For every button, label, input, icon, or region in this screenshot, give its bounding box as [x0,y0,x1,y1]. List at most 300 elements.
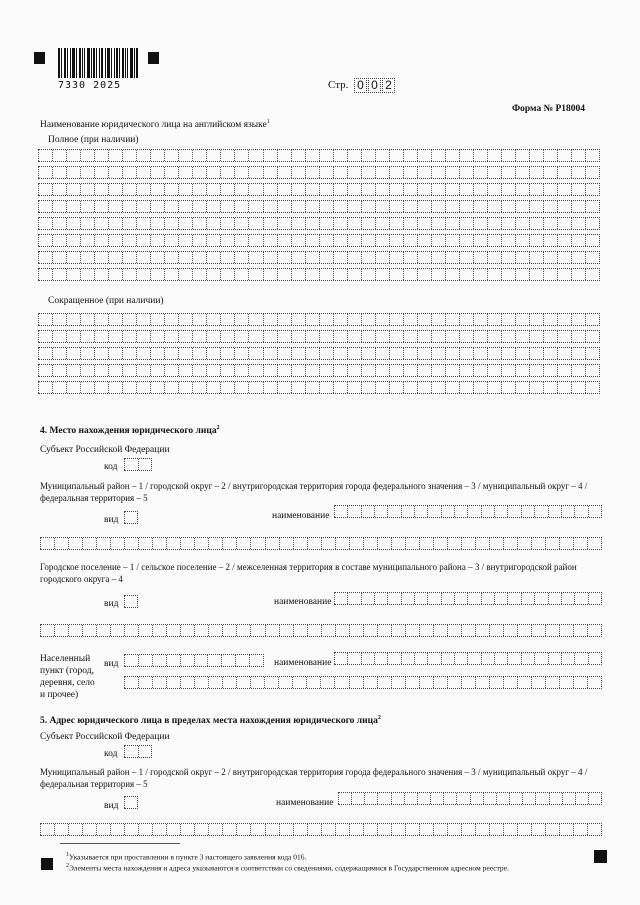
letter-cell[interactable] [291,218,305,229]
letter-cell[interactable] [509,793,522,804]
letter-cell[interactable] [571,167,585,178]
letter-cell[interactable] [487,167,501,178]
letter-cell[interactable] [349,677,363,688]
letter-cell[interactable] [573,677,587,688]
full-name-row[interactable] [38,251,600,264]
letter-cell[interactable] [431,252,445,263]
letter-cell[interactable] [419,538,433,549]
letter-cell[interactable] [68,824,82,835]
letter-cell[interactable] [122,252,136,263]
letter-cell[interactable] [557,201,571,212]
letter-cell[interactable] [391,824,405,835]
letter-cell[interactable] [335,538,349,549]
letter-cell[interactable] [543,201,557,212]
letter-cell[interactable] [108,269,122,280]
letter-cell[interactable] [94,218,108,229]
letter-cell[interactable] [375,348,389,359]
letter-cell[interactable] [178,167,192,178]
letter-cell[interactable] [361,365,375,376]
letter-cell[interactable] [152,824,166,835]
short-name-row[interactable] [38,381,600,394]
letter-cell[interactable] [319,167,333,178]
letter-cell[interactable] [347,365,361,376]
letter-cell[interactable] [38,150,52,161]
letter-cell[interactable] [150,314,164,325]
letter-cell[interactable] [220,348,234,359]
letter-cell[interactable] [291,314,305,325]
letter-cell[interactable] [178,201,192,212]
letter-cell[interactable] [361,218,375,229]
letter-cell[interactable] [459,150,473,161]
short-name-row[interactable] [38,313,600,326]
letter-cell[interactable] [293,538,307,549]
letter-cell[interactable] [305,269,319,280]
letter-cell[interactable] [503,625,517,636]
letter-cell[interactable] [585,201,599,212]
letter-cell[interactable] [515,269,529,280]
letter-cell[interactable] [248,365,262,376]
letter-cell[interactable] [587,824,601,835]
letter-cell[interactable] [150,348,164,359]
letter-cell[interactable] [291,269,305,280]
letter-cell[interactable] [515,314,529,325]
letter-cell[interactable] [166,655,180,666]
letter-cell[interactable] [192,252,206,263]
letter-cell[interactable] [377,793,390,804]
letter-cell[interactable] [459,269,473,280]
letter-cell[interactable] [531,824,545,835]
letter-cell[interactable] [503,677,517,688]
letter-cell[interactable] [347,382,361,393]
letter-cell[interactable] [529,235,543,246]
letter-cell[interactable] [481,653,494,664]
letter-cell[interactable] [152,625,166,636]
letter-cell[interactable] [473,218,487,229]
letter-cell[interactable] [571,365,585,376]
letter-cell[interactable] [588,506,601,517]
letter-cell[interactable] [333,365,347,376]
letter-cell[interactable] [164,314,178,325]
letter-cell[interactable] [192,382,206,393]
letter-cell[interactable] [124,677,138,688]
letter-cell[interactable] [250,677,264,688]
letter-cell[interactable] [234,348,248,359]
letter-cell[interactable] [305,201,319,212]
letter-cell[interactable] [277,184,291,195]
letter-cell[interactable] [361,348,375,359]
letter-cell[interactable] [487,201,501,212]
letter-cell[interactable] [347,593,360,604]
letter-cell[interactable] [559,538,573,549]
letter-cell[interactable] [573,824,587,835]
letter-cell[interactable] [291,348,305,359]
letter-cell[interactable] [487,348,501,359]
letter-cell[interactable] [447,677,461,688]
letter-cell[interactable] [220,150,234,161]
letter-cell[interactable] [54,625,68,636]
letter-cell[interactable] [347,201,361,212]
letter-cell[interactable] [178,314,192,325]
letter-cell[interactable] [248,382,262,393]
letter-cell[interactable] [180,824,194,835]
letter-cell[interactable] [150,150,164,161]
letter-cell[interactable] [445,314,459,325]
letter-cell[interactable] [557,150,571,161]
letter-cell[interactable] [263,348,277,359]
letter-cell[interactable] [559,677,573,688]
letter-cell[interactable] [305,167,319,178]
letter-cell[interactable] [487,150,501,161]
letter-cell[interactable] [459,365,473,376]
letter-cell[interactable] [136,382,150,393]
letter-cell[interactable] [80,382,94,393]
letter-cell[interactable] [248,218,262,229]
letter-cell[interactable] [52,269,66,280]
letter-cell[interactable] [473,235,487,246]
letter-cell[interactable] [571,201,585,212]
letter-cell[interactable] [470,793,483,804]
letter-cell[interactable] [94,150,108,161]
letter-cell[interactable] [557,252,571,263]
letter-cell[interactable] [291,252,305,263]
letter-cell[interactable] [52,235,66,246]
letter-cell[interactable] [389,235,403,246]
letter-cell[interactable] [80,235,94,246]
letter-cell[interactable] [571,150,585,161]
letter-cell[interactable] [194,655,208,666]
letter-cell[interactable] [571,314,585,325]
letter-cell[interactable] [192,348,206,359]
letter-cell[interactable] [557,218,571,229]
letter-cell[interactable] [431,269,445,280]
letter-cell[interactable] [334,653,347,664]
letter-cell[interactable] [293,824,307,835]
letter-cell[interactable] [220,382,234,393]
letter-cell[interactable] [571,348,585,359]
letter-cell[interactable] [38,382,52,393]
letter-cell[interactable] [529,201,543,212]
letter-cell[interactable] [263,201,277,212]
letter-cell[interactable] [249,655,263,666]
letter-cell[interactable] [263,331,277,342]
letter-cell[interactable] [82,538,96,549]
letter-cell[interactable] [305,235,319,246]
letter-cell[interactable] [375,269,389,280]
letter-cell[interactable] [333,252,347,263]
letter-cell[interactable] [459,167,473,178]
letter-cell[interactable] [501,269,515,280]
letter-cell[interactable] [431,218,445,229]
letter-cell[interactable] [517,677,531,688]
page-digit[interactable]: 2 [382,78,395,93]
section5-name-field-row2[interactable] [40,823,602,836]
letter-cell[interactable] [548,506,561,517]
letter-cell[interactable] [377,824,391,835]
letter-cell[interactable] [361,184,375,195]
letter-cell[interactable] [38,235,52,246]
letter-cell[interactable] [574,506,587,517]
letter-cell[interactable] [501,150,515,161]
letter-cell[interactable] [263,167,277,178]
letter-cell[interactable] [250,625,264,636]
letter-cell[interactable] [515,365,529,376]
letter-cell[interactable] [66,314,80,325]
letter-cell[interactable] [445,348,459,359]
letter-cell[interactable] [166,625,180,636]
letter-cell[interactable] [417,150,431,161]
letter-cell[interactable] [375,150,389,161]
letter-cell[interactable] [489,677,503,688]
letter-cell[interactable] [487,184,501,195]
letter-cell[interactable] [122,184,136,195]
letter-cell[interactable] [263,365,277,376]
letter-cell[interactable] [206,382,220,393]
section5-code-field[interactable] [124,745,152,758]
letter-cell[interactable] [150,365,164,376]
page-digit[interactable]: 0 [368,78,381,93]
letter-cell[interactable] [361,506,374,517]
letter-cell[interactable] [136,167,150,178]
letter-cell[interactable] [124,625,138,636]
page-digit[interactable]: 0 [354,78,367,93]
letter-cell[interactable] [333,201,347,212]
letter-cell[interactable] [334,677,348,688]
letter-cell[interactable] [557,382,571,393]
letter-cell[interactable] [433,625,447,636]
letter-cell[interactable] [234,167,248,178]
letter-cell[interactable] [291,201,305,212]
letter-cell[interactable] [248,150,262,161]
letter-cell[interactable] [414,653,427,664]
letter-cell[interactable] [573,538,587,549]
section4-municipal-name-field-row2[interactable] [40,537,602,550]
letter-cell[interactable] [263,218,277,229]
full-name-row[interactable] [38,234,600,247]
letter-cell[interactable] [461,538,475,549]
letter-cell[interactable] [80,218,94,229]
letter-cell[interactable] [445,150,459,161]
letter-cell[interactable] [110,538,124,549]
letter-cell[interactable] [164,382,178,393]
letter-cell[interactable] [417,365,431,376]
letter-cell[interactable] [361,314,375,325]
letter-cell[interactable] [277,365,291,376]
letter-cell[interactable] [178,382,192,393]
letter-cell[interactable] [94,331,108,342]
letter-cell[interactable] [180,655,194,666]
letter-cell[interactable] [319,235,333,246]
letter-cell[interactable] [180,625,194,636]
short-name-row[interactable] [38,330,600,343]
letter-cell[interactable] [52,348,66,359]
letter-cell[interactable] [571,252,585,263]
letter-cell[interactable] [220,184,234,195]
letter-cell[interactable] [417,382,431,393]
letter-cell[interactable] [319,314,333,325]
letter-cell[interactable] [521,653,534,664]
letter-cell[interactable] [387,593,400,604]
letter-cell[interactable] [122,218,136,229]
letter-cell[interactable] [588,593,601,604]
letter-cell[interactable] [351,793,364,804]
letter-cell[interactable] [501,365,515,376]
full-name-row[interactable] [38,149,600,162]
letter-cell[interactable] [38,252,52,263]
letter-cell[interactable] [138,677,152,688]
letter-cell[interactable] [515,201,529,212]
letter-cell[interactable] [277,269,291,280]
letter-cell[interactable] [108,150,122,161]
letter-cell[interactable] [263,252,277,263]
letter-cell[interactable] [208,824,222,835]
letter-cell[interactable] [389,167,403,178]
letter-cell[interactable] [82,824,96,835]
letter-cell[interactable] [305,150,319,161]
letter-cell[interactable] [557,235,571,246]
letter-cell[interactable] [403,365,417,376]
letter-cell[interactable] [307,538,321,549]
letter-cell[interactable] [108,382,122,393]
letter-cell[interactable] [307,824,321,835]
letter-cell[interactable] [110,824,124,835]
letter-cell[interactable] [136,150,150,161]
letter-cell[interactable] [389,348,403,359]
letter-cell[interactable] [375,218,389,229]
letter-cell[interactable] [467,506,480,517]
letter-cell[interactable] [375,365,389,376]
letter-cell[interactable] [138,655,152,666]
letter-cell[interactable] [136,269,150,280]
letter-cell[interactable] [483,793,496,804]
letter-cell[interactable] [150,382,164,393]
letter-cell[interactable] [447,625,461,636]
letter-cell[interactable] [459,348,473,359]
letter-cell[interactable] [361,201,375,212]
letter-cell[interactable] [389,218,403,229]
letter-cell[interactable] [319,218,333,229]
letter-cell[interactable] [206,184,220,195]
letter-cell[interactable] [361,150,375,161]
letter-cell[interactable] [80,150,94,161]
letter-cell[interactable] [585,218,599,229]
letter-cell[interactable] [494,506,507,517]
letter-cell[interactable] [414,506,427,517]
letter-cell[interactable] [52,167,66,178]
letter-cell[interactable] [585,314,599,325]
letter-cell[interactable] [164,269,178,280]
letter-cell[interactable] [206,252,220,263]
letter-cell[interactable] [68,538,82,549]
letter-cell[interactable] [80,167,94,178]
letter-cell[interactable] [40,538,54,549]
letter-cell[interactable] [349,824,363,835]
letter-cell[interactable] [571,269,585,280]
letter-cell[interactable] [166,538,180,549]
letter-cell[interactable] [108,348,122,359]
letter-cell[interactable] [319,331,333,342]
letter-cell[interactable] [489,538,503,549]
letter-cell[interactable] [277,201,291,212]
letter-cell[interactable] [52,201,66,212]
letter-cell[interactable] [585,331,599,342]
letter-cell[interactable] [585,167,599,178]
letter-cell[interactable] [473,269,487,280]
letter-cell[interactable] [375,235,389,246]
letter-cell[interactable] [108,201,122,212]
letter-cell[interactable] [588,793,601,804]
letter-cell[interactable] [515,150,529,161]
letter-cell[interactable] [277,252,291,263]
letter-cell[interactable] [150,201,164,212]
letter-cell[interactable] [557,167,571,178]
letter-cell[interactable] [52,150,66,161]
letter-cell[interactable] [445,269,459,280]
letter-cell[interactable] [122,331,136,342]
letter-cell[interactable] [124,655,138,666]
letter-cell[interactable] [66,167,80,178]
letter-cell[interactable] [178,235,192,246]
letter-cell[interactable] [220,235,234,246]
letter-cell[interactable] [543,167,557,178]
letter-cell[interactable] [293,625,307,636]
letter-cell[interactable] [40,824,54,835]
letter-cell[interactable] [441,593,454,604]
letter-cell[interactable] [459,382,473,393]
letter-cell[interactable] [501,382,515,393]
letter-cell[interactable] [248,314,262,325]
letter-cell[interactable] [585,269,599,280]
letter-cell[interactable] [445,365,459,376]
letter-cell[interactable] [80,365,94,376]
letter-cell[interactable] [543,252,557,263]
letter-cell[interactable] [208,538,222,549]
letter-cell[interactable] [234,218,248,229]
letter-cell[interactable] [529,331,543,342]
letter-cell[interactable] [501,201,515,212]
letter-cell[interactable] [178,365,192,376]
letter-cell[interactable] [427,653,440,664]
letter-cell[interactable] [192,269,206,280]
letter-cell[interactable] [234,269,248,280]
letter-cell[interactable] [529,365,543,376]
letter-cell[interactable] [222,625,236,636]
letter-cell[interactable] [375,331,389,342]
letter-cell[interactable] [489,824,503,835]
letter-cell[interactable] [387,506,400,517]
letter-cell[interactable] [263,184,277,195]
letter-cell[interactable] [461,625,475,636]
letter-cell[interactable] [305,184,319,195]
letter-cell[interactable] [192,314,206,325]
letter-cell[interactable] [574,593,587,604]
letter-cell[interactable] [94,348,108,359]
letter-cell[interactable] [507,593,520,604]
letter-cell[interactable] [220,365,234,376]
letter-cell[interactable] [108,314,122,325]
letter-cell[interactable] [531,677,545,688]
letter-cell[interactable] [291,331,305,342]
letter-cell[interactable] [431,314,445,325]
letter-cell[interactable] [38,218,52,229]
letter-cell[interactable] [585,235,599,246]
letter-cell[interactable] [68,625,82,636]
letter-cell[interactable] [473,167,487,178]
letter-cell[interactable] [529,252,543,263]
full-name-row[interactable] [38,166,600,179]
letter-cell[interactable] [305,348,319,359]
letter-cell[interactable] [192,184,206,195]
section4-municipal-type-field[interactable] [124,511,138,524]
